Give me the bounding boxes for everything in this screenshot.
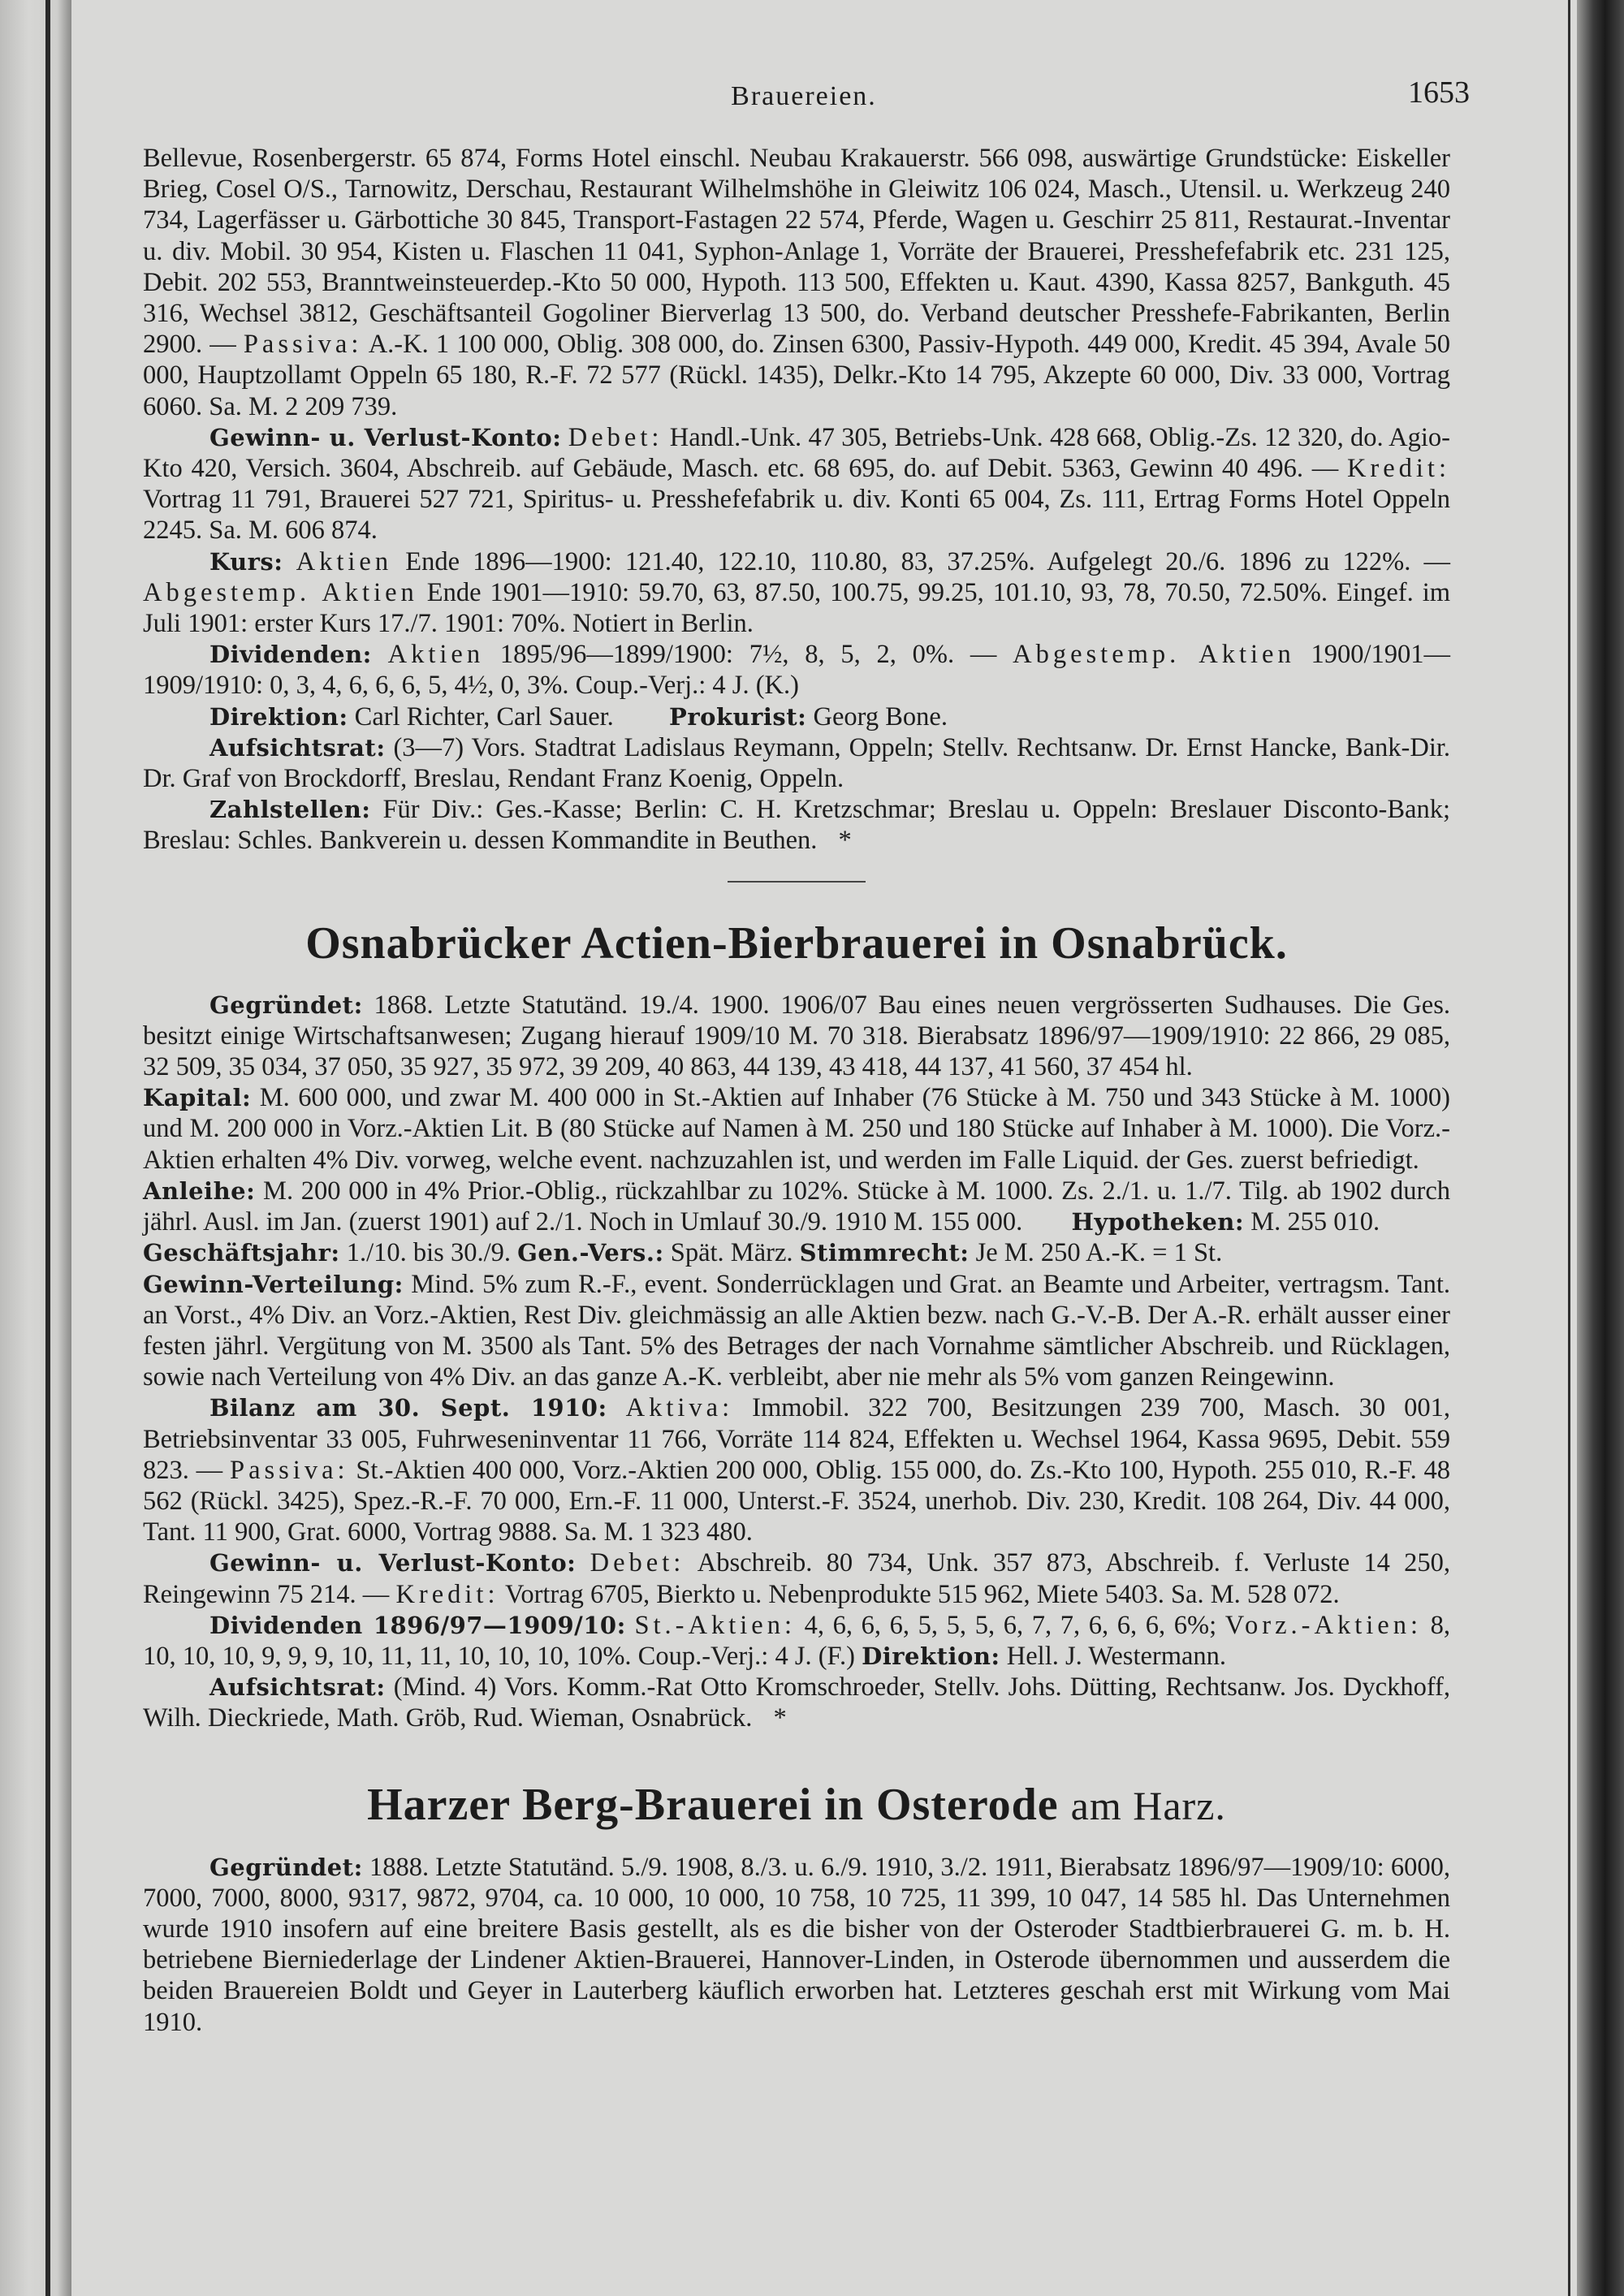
section-divider (728, 881, 866, 883)
gegruendet-paragraph (143, 1852, 1450, 2038)
bilanz-paragraph (143, 1392, 1450, 1547)
running-title: Brauereien. (731, 81, 877, 111)
dividenden-paragraph (143, 639, 1450, 701)
gegruendet-paragraph (143, 990, 1450, 1083)
direktion-label: Direktion: (862, 1642, 1000, 1670)
kapital-text: M. 600 000, und zwar M. 400 000 in St.-Aktien auf Inhaber (76 Stücke à M. 750 und 343 Stücke à M. 1000) und M. 200 000 in Vorz.-Aktien Lit. B (80 Stücke auf Namen à M. 250 und 180 Stücke auf Inhaber à M. 1000). Die Vorz.-Aktien erhalten 4% Div. vorweg, welche event. nachzuzahlen ist, und werden im Falle Liquid. der Ges. zuerst befriedigt. (143, 1083, 1451, 1175)
direktion-label: Direktion: (209, 702, 348, 731)
aufsichtsrat-paragraph (143, 732, 1450, 794)
company-title: Osnabrücker Actien-Bierbrauerei in Osnabrück. (305, 917, 1288, 969)
aktiva-label: Aktiva: (625, 1393, 734, 1423)
aktiva-text: Immobil. 322 700, Besitzungen 239 700, Masch. 30 001, Betriebsinventar 33 005, Fuhrweseninventar 11 766, Vorräte 114 824, Effekten u. Wechsel 1964, Kassa 9695, Debit. 559 823. — (143, 1393, 1451, 1485)
hypotheken-label: Hypotheken: (1071, 1208, 1245, 1236)
gegruendet-label: Gegründet: (209, 990, 363, 1019)
gegruendet-text: 1868. Letzte Statutänd. 19./4. 1900. 1906/07 Bau eines neuen vergrösserten Sudhauses. Die Ges. besitzt einige Wirtschaftsanwesen; Zugang hierauf 1909/10 M. 70 318. Bierabsatz 1896/97—1909/1910: 22 866, 29 085, 32 509, 35 034, 37 050, 35 927, 35 972, 39 209, 40 863, 44 139, 43 418, 44 137, 41 560, 37 454 hl. (143, 990, 1451, 1082)
kurs-abgestemp-label: Abgestemp. Aktien (143, 577, 418, 607)
kurs-label: Kurs: (209, 547, 283, 576)
book-spine (1577, 0, 1624, 2296)
end-marker-star: * (838, 826, 852, 856)
anleihe-text: M. 200 000 in 4% Prior.-Oblig., rückzahlbar zu 102%. Stücke à M. 1000. Zs. 2./1. u. 1./7. Tilg. ab 1902 durch jährl. Ausl. im Jan. (zuerst 1901) auf 2./1. Noch in Umlauf 30./9. 1910 M. 155 000. (143, 1176, 1451, 1237)
div-st-text: 4, 6, 6, 6, 5, 5, 5, 6, 7, 7, 6, 6, 6, 6%; (804, 1610, 1217, 1640)
direktion-paragraph (143, 701, 1450, 732)
page-number: 1653 (1408, 76, 1470, 110)
page-header (138, 75, 1470, 123)
company-title-main: Harzer Berg-Brauerei in Osterode (367, 1779, 1059, 1830)
guv-kredit-text: Vortrag 6705, Bierkto u. Nebenprodukte 515 962, Miete 5403. Sa. M. 528 072. (505, 1579, 1340, 1609)
anleihe-paragraph (143, 1176, 1450, 1237)
direktion-text: Carl Richter, Carl Sauer. (354, 701, 614, 732)
aktiva-continuation-text: Bellevue, Rosenbergerstr. 65 874, Forms Hotel einschl. Neubau Krakauerstr. 566 098, auswärtige Grundstücke: Eiskeller Brieg, Cosel O/S., Tarnowitz, Derschau, Restaurant Wilhelmshöhe in Gleiwitz 106 024, Masch., Utensil. u. Werkzeug 240 734, Lagerfässer u. Gärbottiche 30 845, Transport-Fastagen 22 574, Pferde, Wagen u. Geschirr 25 811, Restaurat.-Inventar u. div. Mobil. 30 954, Kisten u. Flaschen 11 041, Syphon-Anlage 1, Vorräte der Brauerei, Presshefefabrik etc. 231 125, Debit. 202 553, Branntweinsteuerdep.-Kto 50 000, Hypoth. 113 500, Effekten u. Kaut. 4390, Kassa 8257, Bankguth. 45 316, Wechsel 3812, Geschäftsanteil Gogoliner Bierverlag 13 500, do. Verband deutscher Presshefe-Fabrikanten, Berlin 2900. — (143, 144, 1450, 360)
div-text-2: 1900/1901—1909/1910: 0, 3, 4, 6, 6, 6, 5, 4½, 0, 3%. Coup.-Verj.: 4 J. (K.) (143, 640, 1450, 701)
aufsichtsrat-text: (Mind. 4) Vors. Komm.-Rat Otto Kromschroeder, Stellv. Johs. Dütting, Rechtsanw. Jos. Dyckhoff, Wilh. Dieckriede, Math. Gröb, Rud. Wieman, Osnabrück. (143, 1672, 1450, 1733)
page-border-left (45, 0, 50, 2296)
debet-label: Debet: (568, 422, 663, 452)
passiva-text: St.-Aktien 400 000, Vorz.-Aktien 200 000, Oblig. 155 000, do. Zs.-Kto 100, Hypoth. 255 010, R.-F. 48 562 (Rückl. 3425), Spez.-R.-F. 70 000, Ern.-F. 11 000, Unterst.-F. 3524, unerhob. Div. 230, Kredit. 108 264, Div. 44 000, Tant. 11 900, Grat. 6000, Vortrag 9888. Sa. M. 1 323 480. (143, 1455, 1451, 1547)
kapital-label: Kapital: (143, 1084, 252, 1112)
geschaeftsjahr-text: 1./10. bis 30./9. (346, 1238, 511, 1268)
kurs-aktien-label: Aktien (296, 546, 393, 576)
guv-label: Gewinn- u. Verlust-Konto: (209, 1549, 577, 1577)
kurs-text-2: Ende 1901—1910: 59.70, 63, 87.50, 100.75, 99.25, 101.10, 93, 78, 70.50, 72.50%. Eingef. im Juli 1901: erster Kurs 17./7. 1901: 70%. Notiert in Berlin. (143, 577, 1450, 639)
dividenden-paragraph (143, 1610, 1450, 1672)
gewinnverteilung-paragraph (143, 1269, 1450, 1393)
direktion-text: Hell. J. Westermann. (1006, 1641, 1227, 1671)
kurs-text-1: Ende 1896—1900: 121.40, 122.10, 110.80, 83, 37.25%. Aufgelegt 20./6. 1896 zu 122%. — (405, 546, 1450, 576)
dividenden-label: Dividenden: (209, 641, 372, 669)
geschaeftsjahr-paragraph (143, 1237, 1450, 1268)
stimmrecht-text: Je M. 250 A.-K. = 1 St. (975, 1238, 1223, 1268)
zahlstellen-label: Zahlstellen: (209, 796, 371, 824)
guv-debet-text: Handl.-Unk. 47 305, Betriebs-Unk. 428 668, Oblig.-Zs. 12 320, do. Agio-Kto 420, Versich. 3604, Abschreib. auf Gebäude, Masch. etc. 68 695, do. auf Debit. 5363, Gewinn 40 496. — (143, 422, 1450, 484)
passiva-label: Passiva: (243, 330, 363, 360)
div-vz-label: Vorz.-Aktien: (1224, 1610, 1422, 1640)
company-title-suffix: am Harz. (1070, 1782, 1226, 1828)
guv-debet-text: Abschreib. 80 734, Unk. 357 873, Abschreib. f. Verluste 14 250, Reingewinn 75 214. — (143, 1548, 1451, 1609)
gewinnverteilung-text: Mind. 5% zum R.-F., event. Sonderrücklagen und Grat. an Beamte und Arbeiter, vertragsm. Tant. an Vorst., 4% Div. an Vorz.-Aktien, Rest Div. gleichmässig an alle Aktien bezw. nach G.-V.-B. Der A.-R. erhält ausser einer festen jährl. Vergütung von M. 3500 als Tant. 5% des Betrages der nach Vornahme sämtlicher Abschreib. und Rücklagen, sowie nach Verteilung von 4% Div. an das ganze A.-K. verbleibt, aber nie mehr als 5% vom ganzen Reingewinn. (143, 1269, 1451, 1392)
aufsichtsrat-label: Aufsichtsrat: (209, 733, 386, 762)
geschaeftsjahr-label: Geschäftsjahr: (143, 1239, 340, 1267)
passiva-label: Passiva: (230, 1455, 349, 1485)
aufsichtsrat-paragraph (143, 1672, 1450, 1733)
div-vz-text: 8, 10, 10, 10, 9, 9, 9, 10, 11, 11, 10, 10, 10, 10%. Coup.-Verj.: 4 J. (F.) (143, 1610, 1451, 1671)
zahlstellen-text: Für Div.: Ges.-Kasse; Berlin: C. H. Kretzschmar; Breslau u. Oppeln: Breslauer Disconto-Bank; Breslau: Schles. Bankverein u. dessen Kommandite in Beuthen. (143, 795, 1451, 856)
div-text-1: 1895/96—1899/1900: 7½, 8, 5, 2, 0%. — (499, 640, 997, 670)
gegruendet-label: Gegründet: (209, 1853, 363, 1881)
bilanz-label: Bilanz am 30. Sept. 1910: (209, 1394, 607, 1422)
genvers-text: Spät. März. (670, 1238, 793, 1268)
anleihe-label: Anleihe: (143, 1176, 256, 1205)
company-title (143, 1776, 1450, 1834)
hypotheken-text: M. 255 010. (1250, 1207, 1380, 1237)
section-osnabruecker (143, 915, 1450, 1734)
gewinnverteilung-label: Gewinn-Verteilung: (143, 1270, 404, 1298)
section-continuation (143, 143, 1450, 857)
passiva-text: A.-K. 1 100 000, Oblig. 308 000, do. Zinsen 6300, Passiv-Hypoth. 449 000, Kredit. 45 394, Avale 50 000, Hauptzollamt Oppeln 65 180, R.-F. 72 577 (Rückl. 1435), Delkr.-Kto 14 795, Akzepte 60 000, Div. 33 000, Vortrag 6060. Sa. M. 2 209 739. (143, 330, 1450, 421)
guv-label: Gewinn- u. Verlust-Konto: (209, 423, 562, 451)
kredit-label: Kredit: (395, 1579, 499, 1609)
kredit-label: Kredit: (1346, 454, 1450, 484)
genvers-label: Gen.-Vers.: (517, 1239, 664, 1267)
prokurist-text: Georg Bone. (813, 701, 948, 732)
kurs-paragraph (143, 546, 1450, 640)
stimmrecht-label: Stimmrecht: (799, 1239, 970, 1267)
page-border-right (1568, 0, 1570, 2296)
section-harzer (143, 1776, 1450, 2038)
div-aktien-label: Aktien (387, 640, 485, 670)
previous-page-edge (0, 0, 71, 2296)
dividenden-label: Dividenden 1896/97—1909/10: (209, 1611, 626, 1639)
aufsichtsrat-label: Aufsichtsrat: (209, 1673, 386, 1702)
bilanz-continuation (143, 143, 1450, 422)
page-content (143, 143, 1450, 2038)
div-abgestemp-label: Abgestemp. Aktien (1013, 640, 1295, 670)
prokurist-label: Prokurist: (669, 702, 807, 731)
guv-paragraph (143, 422, 1450, 546)
end-marker-star: * (773, 1703, 787, 1733)
debet-label: Debet: (590, 1548, 685, 1578)
aufsichtsrat-text: (3—7) Vors. Stadtrat Ladislaus Reymann, Oppeln; Stellv. Rechtsanw. Dr. Ernst Hancke, Bank-Dir. Dr. Graf von Brockdorff, Breslau, Rendant Franz Koenig, Oppeln. (143, 732, 1450, 794)
guv-kredit-text: Vortrag 11 791, Brauerei 527 721, Spiritus- u. Presshefefabrik u. div. Konti 65 004, Zs. 111, Ertrag Forms Hotel Oppeln 2245. Sa. M. 606 874. (143, 485, 1450, 546)
guv-paragraph (143, 1547, 1450, 1609)
gegruendet-text: 1888. Letzte Statutänd. 5./9. 1908, 8./3. u. 6./9. 1910, 3./2. 1911, Bierabsatz 1896/97—1909/10: 6000, 7000, 7000, 8000, 9317, 9872, 9704, ca. 10 000, 10 000, 10 758, 10 725, 11 399, 10 047, 14 585 hl. Das Unternehmen wurde 1910 insofern auf eine breitere Basis gestellt, als es die bisher von der Osteroder Stadtbierbrauerei G. m. b. H. betriebene Bierniederlage der Lindener Aktien-Brauerei, Hannover-Linden, in Osterode übernommen und ausserdem die beiden Brauereien Boldt und Geyer in Lauterberg käuflich erworben hat. Letzteres geschah erst mit Wirkung vom Mai 1910. (143, 1852, 1450, 2037)
zahlstellen-paragraph (143, 794, 1450, 856)
div-st-label: St.-Aktien: (634, 1610, 796, 1640)
kapital-paragraph (143, 1082, 1450, 1176)
